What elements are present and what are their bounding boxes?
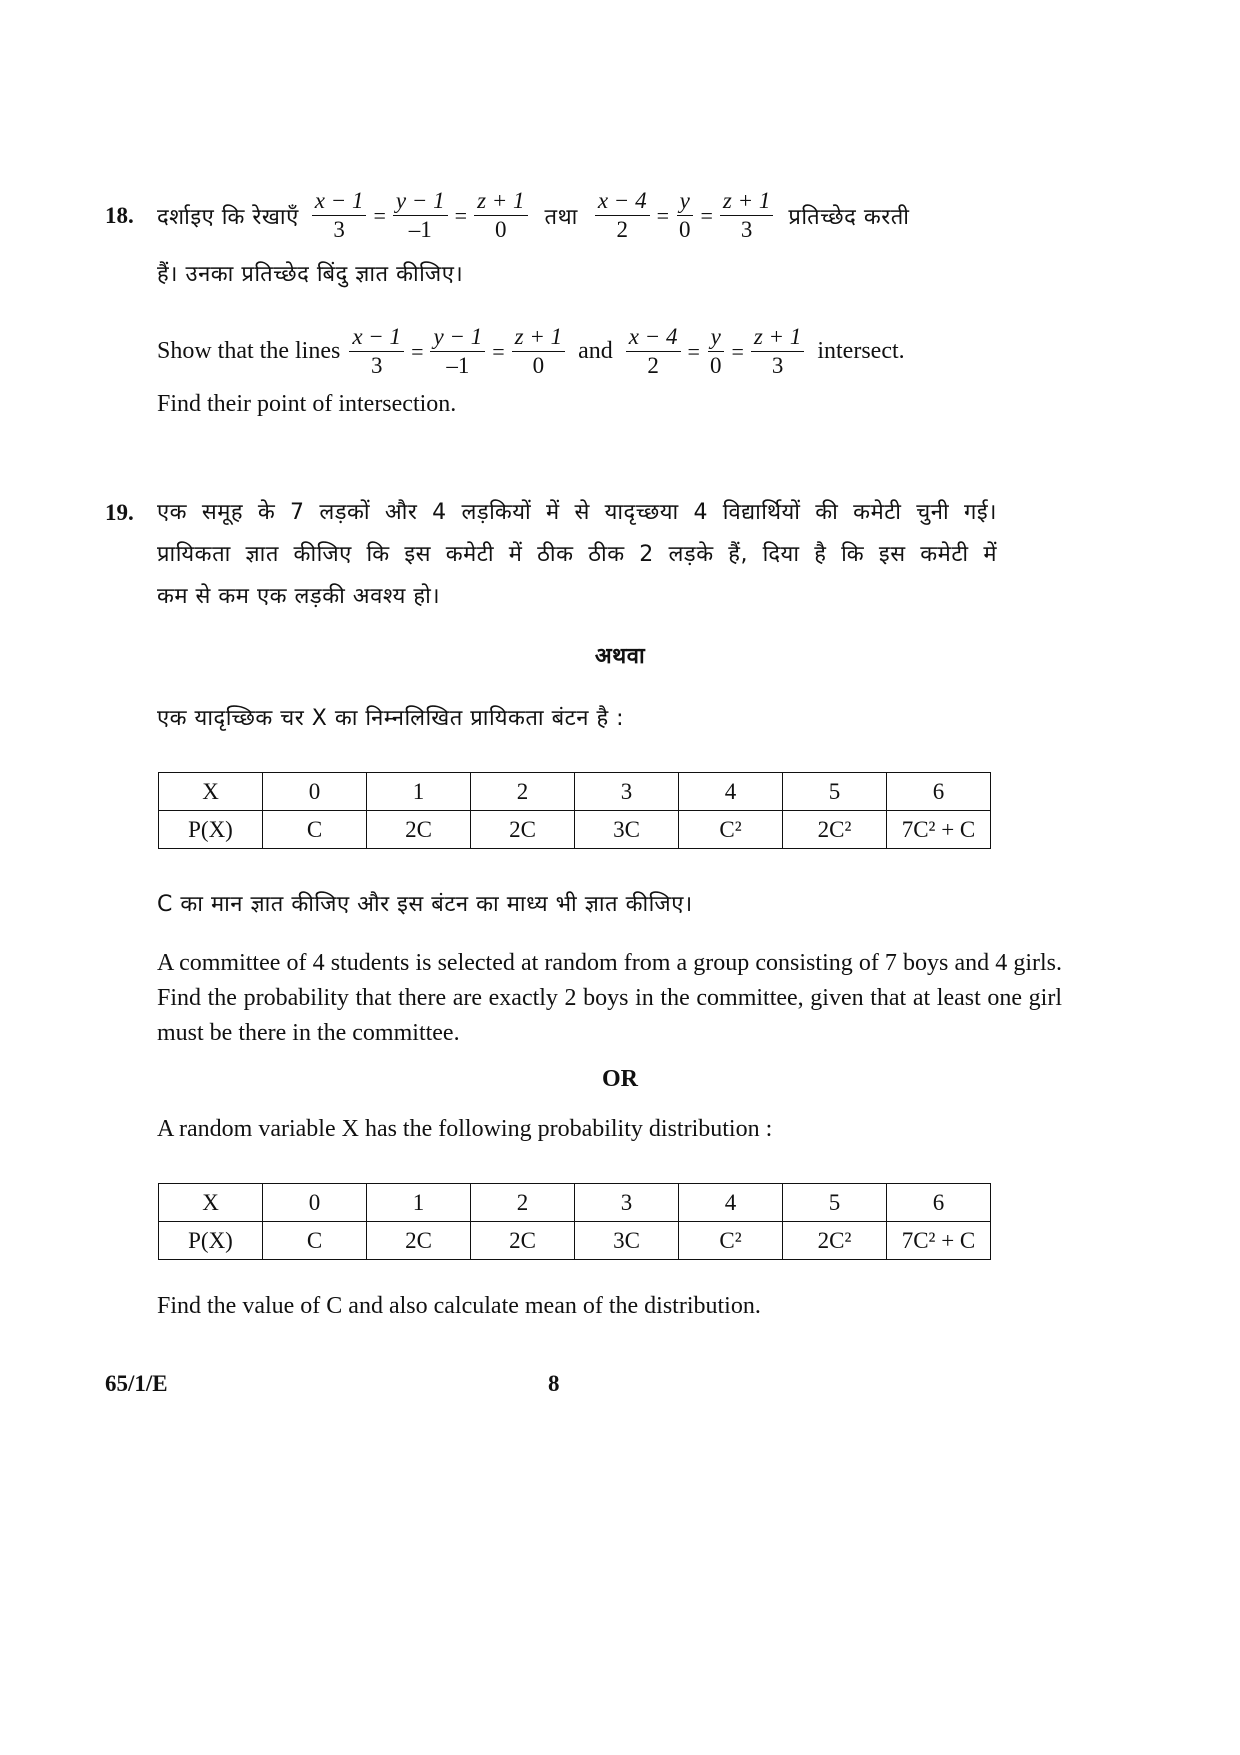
q18-l2-f2: $\frac{y}{0}$ <box>676 188 694 244</box>
q18-hindi-line1: दर्शाइए कि रेखाएँ $\frac{x - 1}{3}$ = $\frac{y - 1}{-1}$ = $\frac{z + 1}{0}$ तथा $\frac{x - 4}{2}$ = $\frac{y}{0}$ = $\frac{z + 1}{3}$ प्रतिच्छेद करती <box>157 188 910 243</box>
table-row <box>159 1184 991 1222</box>
q18-hindi-line2: हैं। उनका प्रतिच्छेद बिंदु ज्ञात कीजिए। <box>157 262 464 287</box>
q18-eng-l1-f1: $\frac{x - 1}{3}$ <box>349 324 404 380</box>
q18-eng-line1: Show that the lines $\frac{x - 1}{3}$ = $\frac{y - 1}{-1}$ = $\frac{z + 1}{0}$ and $\frac{x - 4}{2}$ = $\frac{y}{0}$ = $\frac{z + 1}{3}$ intersect. <box>157 324 905 379</box>
table-cell: C <box>263 1222 367 1260</box>
q19-eng-find: Find the value of C and also calculate mean of the distribution. <box>157 1293 761 1319</box>
q19-hindi-line3: कम से कम एक लड़की अवश्य हो। <box>157 584 441 609</box>
q19-hindi-find: C का मान ज्ञात कीजिए और इस बंटन का माध्य भी ज्ञात कीजिए। <box>157 892 693 917</box>
q19-hindi-line1: एक समूह के 7 लड़कों और 4 लड़कियों में से यादृच्छया 4 विद्यार्थियों की कमेटी चुनी गई। <box>157 500 997 525</box>
table-cell: 4 <box>679 773 783 811</box>
q18-eng-mid: and <box>578 338 613 365</box>
q19-eng-or: OR <box>602 1066 638 1092</box>
q18-eng-pre: Show that the lines <box>157 338 341 365</box>
table-cell: C² <box>679 811 783 849</box>
paper-code: 65/1/E <box>105 1371 168 1396</box>
q18-l1-f2: $\frac{y - 1}{-1}$ <box>393 188 448 244</box>
q18-l2-f1: $\frac{x - 4}{2}$ <box>595 188 650 244</box>
q18-eng-l2-f3: $\frac{z + 1}{3}$ <box>751 324 804 380</box>
table-cell: 2C <box>367 811 471 849</box>
q18-eng-l1-f3: $\frac{z + 1}{0}$ <box>512 324 565 380</box>
table-cell: 3 <box>575 1184 679 1222</box>
table-cell: 4 <box>679 1184 783 1222</box>
table-row <box>159 773 991 811</box>
table-cell: 5 <box>783 773 887 811</box>
q19-hindi-line2: प्रायिकता ज्ञात कीजिए कि इस कमेटी में ठीक ठीक 2 लड़के हैं, दिया है कि इस कमेटी में <box>157 542 997 567</box>
table-cell: 2C <box>471 811 575 849</box>
table-cell: 7C² + C <box>887 811 991 849</box>
q18-number: 18. <box>105 203 134 228</box>
table-cell: 2C <box>471 1222 575 1260</box>
table-cell: 2C² <box>783 1222 887 1260</box>
table-cell: C² <box>679 1222 783 1260</box>
table-cell: 3C <box>575 811 679 849</box>
table-cell: P(X) <box>159 1222 263 1260</box>
hindi-distribution-table <box>158 772 991 849</box>
table-cell: 7C² + C <box>887 1222 991 1260</box>
table-cell: 2 <box>471 773 575 811</box>
q19-number: 19. <box>105 500 134 525</box>
table-cell: 1 <box>367 773 471 811</box>
table-row <box>159 1222 991 1260</box>
q18-l1-f3: $\frac{z + 1}{0}$ <box>474 188 527 244</box>
table-cell: 5 <box>783 1184 887 1222</box>
table-cell: 6 <box>887 773 991 811</box>
table-cell: 6 <box>887 1184 991 1222</box>
table-cell: P(X) <box>159 811 263 849</box>
q19-hindi-or: अथवा <box>594 644 646 669</box>
q18-eng-post: intersect. <box>817 338 905 365</box>
table-cell: 3 <box>575 773 679 811</box>
q18-eng-line2: Find their point of intersection. <box>157 391 457 417</box>
page-number: 8 <box>548 1371 560 1396</box>
q18-l1-f1: $\frac{x - 1}{3}$ <box>312 188 367 244</box>
q18-l2-f3: $\frac{z + 1}{3}$ <box>720 188 773 244</box>
q19-hindi-dist-intro: एक यादृच्छिक चर X का निम्नलिखित प्रायिकता बंटन है : <box>157 706 625 731</box>
q18-eng-l2-f1: $\frac{x - 4}{2}$ <box>626 324 681 380</box>
table-cell: 2C² <box>783 811 887 849</box>
table-cell: 2 <box>471 1184 575 1222</box>
q18-eng-l2-f2: $\frac{y}{0}$ <box>707 324 725 380</box>
q19-eng-dist-intro: A random variable X has the following probability distribution : <box>157 1116 773 1142</box>
table-cell: X <box>159 1184 263 1222</box>
table-cell: 1 <box>367 1184 471 1222</box>
q18-hindi-mid: तथा <box>544 204 578 230</box>
q18-hindi-post: प्रतिच्छेद करती <box>788 204 910 230</box>
table-cell: X <box>159 773 263 811</box>
table-cell: 3C <box>575 1222 679 1260</box>
table-cell: 2C <box>367 1222 471 1260</box>
q19-eng-para: A committee of 4 students is selected at random from a group consisting of 7 boys and 4 girls. Find the probability that there are exactly 2 boys in the committee, given that at least one girl must be there in the committee. <box>157 950 1062 1046</box>
q18-eng-l1-f2: $\frac{y - 1}{-1}$ <box>430 324 485 380</box>
table-cell: 0 <box>263 1184 367 1222</box>
eng-distribution-table <box>158 1183 991 1260</box>
table-cell: 0 <box>263 773 367 811</box>
q18-hindi-pre: दर्शाइए कि रेखाएँ <box>157 204 299 230</box>
table-row <box>159 811 991 849</box>
table-cell: C <box>263 811 367 849</box>
